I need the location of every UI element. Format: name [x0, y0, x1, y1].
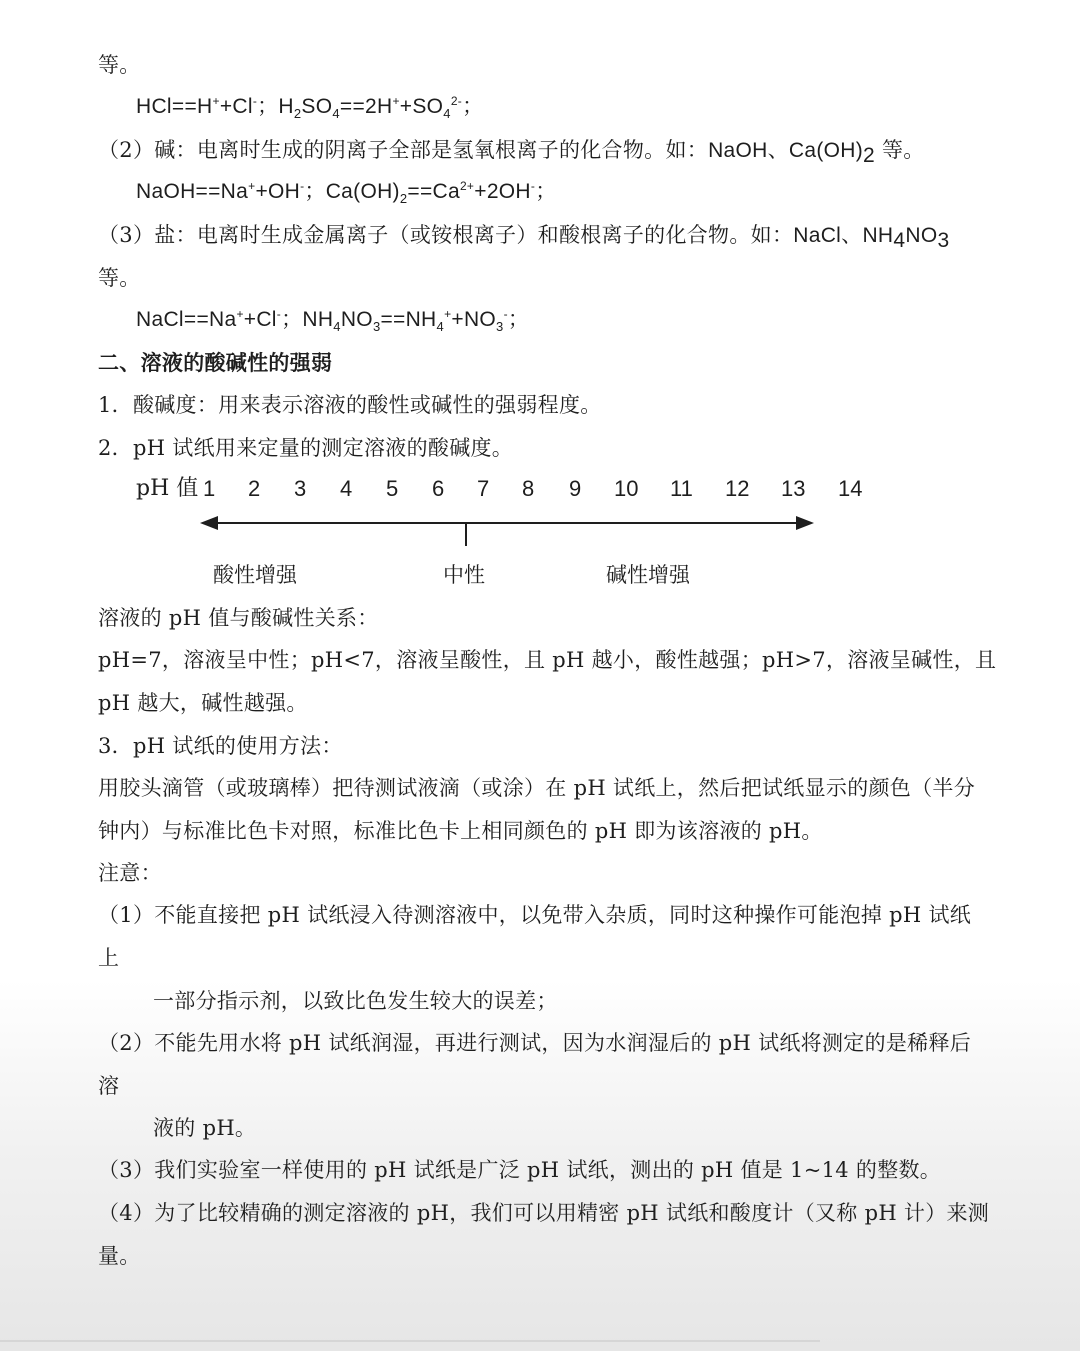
text-line: （3）我们实验室一样使用的 pH 试纸是广泛 pH 试纸，测出的 pH 值是 1~14 的整数。 [98, 1158, 942, 1182]
text-line: 3．pH 试纸的使用方法： [98, 734, 343, 758]
equation-nacl-nh4no3: NaCl==Na++Cl-；$NH_4NO_3==NH_4^++NO_3^-$； [136, 307, 530, 335]
ph-tick-label: 11 [670, 476, 693, 501]
ph-tick-label: 13 [781, 476, 806, 501]
equation-naoh-caoh2: NaOH==Na++OH-；$Ca(OH)_2==Ca^{2+}+2OH^-$； [136, 179, 557, 207]
text-line: （1）不能直接把 pH 试纸浸入待测溶液中，以免带入杂质，同时这种操作可能泡掉 pH 试纸 [98, 903, 972, 927]
left-arrowhead [200, 516, 218, 530]
text-line: 液的 pH。 [153, 1116, 257, 1140]
text-line: 等。 [98, 266, 141, 290]
ph-axis-arrow [198, 510, 818, 550]
ph-tick-label: 7 [477, 476, 490, 501]
ph-tick-label: 12 [725, 476, 750, 501]
text-line: 钟内）与标准比色卡对照，标准比色卡上相同颜色的 pH 即为该溶液的 pH。 [98, 819, 823, 843]
acid-zone-label: 酸性增强 [213, 563, 297, 587]
neutral-zone-label: 中性 [443, 563, 485, 587]
text-line: 2．pH 试纸用来定量的测定溶液的酸碱度。 [98, 436, 514, 460]
ph-tick-label: 1 [203, 476, 216, 501]
text-line: 等。 [98, 53, 141, 77]
ph-tick-label: 6 [432, 476, 445, 501]
text-line: 量。 [98, 1244, 141, 1268]
page-bottom-divider [0, 1340, 820, 1342]
text-line: 溶 [98, 1074, 120, 1098]
ph-tick-label: 3 [294, 476, 307, 501]
ph-tick-label: 4 [340, 476, 353, 501]
text-line: （2）不能先用水将 pH 试纸润湿，再进行测试，因为水润湿后的 pH 试纸将测定的是稀释后 [98, 1031, 972, 1055]
section-heading: 二、溶液的酸碱性的强弱 [98, 350, 333, 375]
ph-tick-label: 10 [614, 476, 639, 501]
equation-hcl-h2so4: HCl==H++Cl-；$H_2SO_4==2H^++SO_4^{2-}$； [136, 94, 484, 122]
salt-definition: （3）盐：电离时生成金属离子（或铵根离子）和酸根离子的化合物。如：NaCl、$NH_4NO_3$ [98, 223, 950, 253]
ph-scale-label: pH 值 [136, 476, 199, 501]
text-line: 上 [98, 946, 120, 970]
ph-tick-label: 2 [248, 476, 261, 501]
text-line: （4）为了比较精确的测定溶液的 pH，我们可以用精密 pH 试纸和酸度计（又称 pH 计）来测 [98, 1201, 990, 1225]
text-line: 用胶头滴管（或玻璃棒）把待测试液滴（或涂）在 pH 试纸上，然后把试纸显示的颜色（半分 [98, 776, 976, 800]
ph-tick-label: 8 [522, 476, 535, 501]
text-line: 一部分指示剂，以致比色发生较大的误差； [153, 989, 558, 1013]
base-zone-label: 碱性增强 [606, 563, 690, 587]
right-arrowhead [796, 516, 814, 530]
text-line: pH 越大，碱性越强。 [98, 691, 308, 715]
text-line: 注意： [98, 861, 162, 885]
text-line: 1．酸碱度：用来表示溶液的酸性或碱性的强弱程度。 [98, 393, 602, 417]
ph-tick-label: 5 [386, 476, 399, 501]
text-line: 溶液的 pH 值与酸碱性关系： [98, 606, 379, 630]
ph-tick-label: 14 [838, 476, 863, 501]
base-definition: （2）碱：电离时生成的阴离子全部是氢氧根离子的化合物。如：NaOH、$Ca(OH)_2$ 等。 [98, 138, 925, 168]
ph-tick-label: 9 [569, 476, 582, 501]
text-line: pH=7，溶液呈中性；pH<7，溶液呈酸性，且 pH 越小，酸性越强；pH>7，溶液呈碱性，且 [98, 648, 997, 672]
